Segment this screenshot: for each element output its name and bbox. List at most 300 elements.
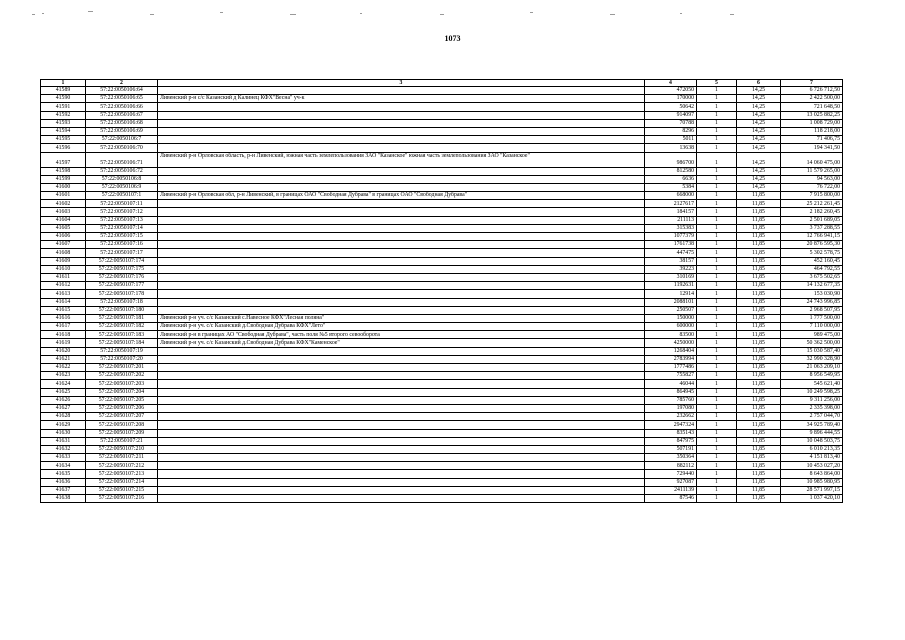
location-description-cell [158, 257, 645, 265]
cadastral-value-cell: 1 008 729,00 [781, 119, 843, 127]
quantity-cell: 1 [697, 95, 737, 103]
location-description-cell [158, 372, 645, 380]
rate-cell: 14,25 [737, 119, 781, 127]
cadastral-value-cell: 14 132 677,35 [781, 282, 843, 290]
quantity-cell: 1 [697, 152, 737, 167]
rate-cell: 11,85 [737, 347, 781, 355]
table-row [41, 486, 843, 494]
row-number-cell: 41590 [41, 95, 86, 103]
area-cell: 847975 [645, 437, 697, 445]
row-number-cell: 41631 [41, 437, 86, 445]
rate-cell: 11,85 [737, 339, 781, 347]
table-row [41, 445, 843, 453]
cadastral-value-cell: 20 876 595,30 [781, 241, 843, 249]
row-number-cell: 41602 [41, 200, 86, 208]
row-number-cell: 41612 [41, 282, 86, 290]
cadastral-number-cell: 57:22:0050107:1 [86, 192, 158, 200]
rate-cell: 11,85 [737, 249, 781, 257]
quantity-cell: 1 [697, 380, 737, 388]
row-number-cell: 41626 [41, 396, 86, 404]
table-row [41, 208, 843, 216]
rate-cell: 11,85 [737, 437, 781, 445]
area-cell: 864945 [645, 388, 697, 396]
cadastral-number-cell: 57:22:0050107:11 [86, 200, 158, 208]
area-cell: 2411139 [645, 486, 697, 494]
quantity-cell: 1 [697, 478, 737, 486]
cadastral-value-cell: 21 063 209,10 [781, 364, 843, 372]
quantity-cell: 1 [697, 175, 737, 183]
area-cell: 600000 [645, 323, 697, 331]
area-cell: 729440 [645, 470, 697, 478]
row-number-cell: 41592 [41, 111, 86, 119]
cadastral-value-cell: 1 037 420,10 [781, 495, 843, 503]
area-cell: 1761738 [645, 241, 697, 249]
location-description-cell [158, 413, 645, 421]
table-row [41, 87, 843, 95]
rate-cell: 11,85 [737, 372, 781, 380]
rate-cell: 11,85 [737, 306, 781, 314]
cadastral-number-cell: 57:22:0050107:202 [86, 372, 158, 380]
quantity-cell: 1 [697, 257, 737, 265]
cadastral-number-cell: 57:22:0050106:67 [86, 111, 158, 119]
row-number-cell: 41616 [41, 314, 86, 322]
cadastral-value-cell: 8 643 864,00 [781, 470, 843, 478]
quantity-cell: 1 [697, 241, 737, 249]
table-row [41, 152, 843, 167]
area-cell: 8296 [645, 127, 697, 135]
location-description-cell [158, 216, 645, 224]
rate-cell: 11,85 [737, 241, 781, 249]
area-cell: 38157 [645, 257, 697, 265]
row-number-cell: 41591 [41, 103, 86, 111]
location-description-cell: Ливенский р-н Орловская обл, р-н Ливенский, в границах ОАО "Свободная Дубрава" в границах ОАО "Свободная Дубрава" [158, 192, 645, 200]
row-number-cell: 41599 [41, 175, 86, 183]
rate-cell: 11,85 [737, 486, 781, 494]
location-description-cell: Ливенский р-н с/с Казанский д Калинец КФХ"Весна" уч-к [158, 95, 645, 103]
table-row [41, 372, 843, 380]
row-number-cell: 41601 [41, 192, 86, 200]
rate-cell: 14,25 [737, 136, 781, 144]
quantity-cell: 1 [697, 355, 737, 363]
area-cell: 2783994 [645, 355, 697, 363]
area-cell: 1077379 [645, 233, 697, 241]
location-description-cell [158, 388, 645, 396]
quantity-cell: 1 [697, 136, 737, 144]
row-number-cell: 41615 [41, 306, 86, 314]
cadastral-value-cell: 989 475,00 [781, 331, 843, 339]
cadastral-value-cell: 12 766 941,15 [781, 233, 843, 241]
row-number-cell: 41624 [41, 380, 86, 388]
cadastral-number-cell: 57:22:0050107:14 [86, 224, 158, 232]
cadastral-number-cell: 57:22:0050107:201 [86, 364, 158, 372]
rate-cell: 11,85 [737, 265, 781, 273]
cadastral-value-cell: 8 956 549,95 [781, 372, 843, 380]
rate-cell: 11,85 [737, 331, 781, 339]
rate-cell: 11,85 [737, 462, 781, 470]
area-cell: 2127617 [645, 200, 697, 208]
table-row [41, 388, 843, 396]
table-row [41, 421, 843, 429]
table-row [41, 470, 843, 478]
cadastral-number-cell: 57:22:0050107:213 [86, 470, 158, 478]
area-cell: 46044 [645, 380, 697, 388]
quantity-cell: 1 [697, 454, 737, 462]
header-cell: 7 [781, 80, 843, 87]
rate-cell: 11,85 [737, 478, 781, 486]
cadastral-number-cell: 57:22:0050107:211 [86, 454, 158, 462]
scan-noise-marks [30, 8, 750, 18]
row-number-cell: 41638 [41, 495, 86, 503]
table-row [41, 111, 843, 119]
rate-cell: 11,85 [737, 396, 781, 404]
area-cell: 39223 [645, 265, 697, 273]
quantity-cell: 1 [697, 421, 737, 429]
row-number-cell: 41633 [41, 454, 86, 462]
quantity-cell: 1 [697, 323, 737, 331]
cadastral-number-cell: 57:22:0050107:204 [86, 388, 158, 396]
location-description-cell [158, 306, 645, 314]
row-number-cell: 41623 [41, 372, 86, 380]
cadastral-value-cell: 721 648,50 [781, 103, 843, 111]
cadastral-value-cell: 6 726 712,50 [781, 87, 843, 95]
area-cell: 1777486 [645, 364, 697, 372]
cadastral-value-cell: 3 737 288,55 [781, 224, 843, 232]
rate-cell: 14,25 [737, 103, 781, 111]
cadastral-number-cell: 57:22:0050107:176 [86, 273, 158, 281]
location-description-cell [158, 486, 645, 494]
quantity-cell: 1 [697, 192, 737, 200]
cadastral-number-cell: 57:22:0050106:7 [86, 136, 158, 144]
area-cell: 83500 [645, 331, 697, 339]
quantity-cell: 1 [697, 388, 737, 396]
table-body [41, 87, 843, 503]
cadastral-number-cell: 57:22:0050106:72 [86, 167, 158, 175]
row-number-cell: 41637 [41, 486, 86, 494]
cadastral-value-cell: 34 925 789,40 [781, 421, 843, 429]
cadastral-value-cell: 76 722,00 [781, 183, 843, 191]
rate-cell: 14,25 [737, 144, 781, 152]
table-row [41, 95, 843, 103]
location-description-cell [158, 136, 645, 144]
table-row [41, 241, 843, 249]
cadastral-number-cell: 57:22:0050106:8 [86, 175, 158, 183]
location-description-cell [158, 429, 645, 437]
rate-cell: 11,85 [737, 470, 781, 478]
area-cell: 472050 [645, 87, 697, 95]
cadastral-number-cell: 57:22:0050107:178 [86, 290, 158, 298]
location-description-cell [158, 241, 645, 249]
cadastral-number-cell: 57:22:0050107:215 [86, 486, 158, 494]
area-cell: 211113 [645, 216, 697, 224]
rate-cell: 11,85 [737, 224, 781, 232]
table-row [41, 413, 843, 421]
cadastral-number-cell: 57:22:0050107:175 [86, 265, 158, 273]
area-cell: 4250000 [645, 339, 697, 347]
rate-cell: 11,85 [737, 421, 781, 429]
cadastral-number-cell: 57:22:0050107:203 [86, 380, 158, 388]
quantity-cell: 1 [697, 298, 737, 306]
table-row [41, 216, 843, 224]
table-row [41, 478, 843, 486]
quantity-cell: 1 [697, 437, 737, 445]
table-row [41, 290, 843, 298]
location-description-cell [158, 380, 645, 388]
area-cell: 12914 [645, 290, 697, 298]
rate-cell: 11,85 [737, 429, 781, 437]
quantity-cell: 1 [697, 331, 737, 339]
cadastral-number-cell: 57:22:0050107:16 [86, 241, 158, 249]
cadastral-number-cell: 57:22:0050107:212 [86, 462, 158, 470]
area-cell: 5011 [645, 136, 697, 144]
rate-cell: 11,85 [737, 413, 781, 421]
cadastral-number-cell: 57:22:0050107:181 [86, 314, 158, 322]
area-cell: 232662 [645, 413, 697, 421]
rate-cell: 11,85 [737, 380, 781, 388]
area-cell: 350364 [645, 454, 697, 462]
cadastral-number-cell: 57:22:0050107:216 [86, 495, 158, 503]
table-row [41, 380, 843, 388]
quantity-cell: 1 [697, 413, 737, 421]
rate-cell: 11,85 [737, 298, 781, 306]
row-number-cell: 41630 [41, 429, 86, 437]
cadastral-number-cell: 57:22:0050106:65 [86, 95, 158, 103]
quantity-cell: 1 [697, 200, 737, 208]
quantity-cell: 1 [697, 445, 737, 453]
cadastral-number-cell: 57:22:0050107:183 [86, 331, 158, 339]
row-number-cell: 41604 [41, 216, 86, 224]
cadastral-number-cell: 57:22:0050107:182 [86, 323, 158, 331]
header-cell: 1 [41, 80, 86, 87]
cadastral-value-cell: 4 151 813,40 [781, 454, 843, 462]
area-cell: 197080 [645, 404, 697, 412]
location-description-cell: Ливенский р-н уч. с/с Казанский д.Свободная Дубрава КФХ"Каменское" [158, 339, 645, 347]
cadastral-value-cell: 71 406,75 [781, 136, 843, 144]
table-row [41, 233, 843, 241]
quantity-cell: 1 [697, 127, 737, 135]
cadastral-number-cell: 57:22:0050107:210 [86, 445, 158, 453]
area-cell: 310169 [645, 273, 697, 281]
location-description-cell [158, 111, 645, 119]
location-description-cell [158, 265, 645, 273]
quantity-cell: 1 [697, 144, 737, 152]
rate-cell: 11,85 [737, 323, 781, 331]
cadastral-value-cell: 3 675 502,65 [781, 273, 843, 281]
quantity-cell: 1 [697, 87, 737, 95]
area-cell: 927087 [645, 478, 697, 486]
row-number-cell: 41603 [41, 208, 86, 216]
area-cell: 986700 [645, 152, 697, 167]
location-description-cell [158, 282, 645, 290]
rate-cell: 11,85 [737, 273, 781, 281]
cadastral-value-cell: 9 896 444,55 [781, 429, 843, 437]
table-row [41, 339, 843, 347]
area-cell: 50642 [645, 103, 697, 111]
cadastral-value-cell: 94 563,00 [781, 175, 843, 183]
land-register-table [40, 79, 843, 503]
area-cell: 150000 [645, 314, 697, 322]
location-description-cell [158, 445, 645, 453]
table-row [41, 282, 843, 290]
cadastral-value-cell: 2 182 260,45 [781, 208, 843, 216]
row-number-cell: 41617 [41, 323, 86, 331]
cadastral-number-cell: 57:22:0050106:9 [86, 183, 158, 191]
table-row [41, 396, 843, 404]
rate-cell: 11,85 [737, 233, 781, 241]
table-row [41, 200, 843, 208]
row-number-cell: 41606 [41, 233, 86, 241]
cadastral-value-cell: 2 501 689,05 [781, 216, 843, 224]
table-row [41, 119, 843, 127]
location-description-cell [158, 437, 645, 445]
cadastral-value-cell: 11 579 265,00 [781, 167, 843, 175]
cadastral-number-cell: 57:22:0050107:214 [86, 478, 158, 486]
table-row [41, 249, 843, 257]
area-cell: 1268404 [645, 347, 697, 355]
quantity-cell: 1 [697, 290, 737, 298]
location-description-cell [158, 421, 645, 429]
cadastral-value-cell: 6 010 213,35 [781, 445, 843, 453]
page-number: 1073 [444, 34, 461, 43]
row-number-cell: 41619 [41, 339, 86, 347]
quantity-cell: 1 [697, 429, 737, 437]
location-description-cell [158, 404, 645, 412]
table-row [41, 323, 843, 331]
cadastral-number-cell: 57:22:0050107:12 [86, 208, 158, 216]
row-number-cell: 41598 [41, 167, 86, 175]
row-number-cell: 41629 [41, 421, 86, 429]
cadastral-value-cell: 464 792,55 [781, 265, 843, 273]
quantity-cell: 1 [697, 396, 737, 404]
area-cell: 70788 [645, 119, 697, 127]
quantity-cell: 1 [697, 249, 737, 257]
cadastral-value-cell: 10 985 980,95 [781, 478, 843, 486]
rate-cell: 14,25 [737, 95, 781, 103]
row-number-cell: 41608 [41, 249, 86, 257]
row-number-cell: 41609 [41, 257, 86, 265]
quantity-cell: 1 [697, 111, 737, 119]
cadastral-number-cell: 57:22:0050107:177 [86, 282, 158, 290]
table-row [41, 127, 843, 135]
location-description-cell: Ливенский р-н Орловская область, р-н Ливенский, южная часть землепользования ЗАО "Казанское" южная часть землепользования ЗАО "Казанское" [158, 152, 645, 167]
row-number-cell: 41627 [41, 404, 86, 412]
location-description-cell [158, 470, 645, 478]
area-cell: 812580 [645, 167, 697, 175]
location-description-cell [158, 364, 645, 372]
table-row [41, 192, 843, 200]
row-number-cell: 41596 [41, 144, 86, 152]
area-cell: 755827 [645, 372, 697, 380]
cadastral-number-cell: 57:22:0050107:18 [86, 298, 158, 306]
cadastral-number-cell: 57:22:0050107:205 [86, 396, 158, 404]
quantity-cell: 1 [697, 216, 737, 224]
table-row [41, 462, 843, 470]
cadastral-value-cell: 25 212 261,45 [781, 200, 843, 208]
row-number-cell: 41610 [41, 265, 86, 273]
cadastral-value-cell: 32 990 328,90 [781, 355, 843, 363]
cadastral-value-cell: 5 302 578,75 [781, 249, 843, 257]
rate-cell: 11,85 [737, 314, 781, 322]
cadastral-value-cell: 7 915 800,00 [781, 192, 843, 200]
table-row [41, 364, 843, 372]
row-number-cell: 41593 [41, 119, 86, 127]
quantity-cell: 1 [697, 372, 737, 380]
row-number-cell: 41597 [41, 152, 86, 167]
location-description-cell [158, 249, 645, 257]
row-number-cell: 41628 [41, 413, 86, 421]
table-row [41, 224, 843, 232]
row-number-cell: 41625 [41, 388, 86, 396]
area-cell: 507191 [645, 445, 697, 453]
row-number-cell: 41595 [41, 136, 86, 144]
location-description-cell: Ливенский р-н уч. с/с Казанский с.Навесное КФХ"Лесная поляна" [158, 314, 645, 322]
cadastral-number-cell: 57:22:0050107:21 [86, 437, 158, 445]
quantity-cell: 1 [697, 167, 737, 175]
row-number-cell: 41634 [41, 462, 86, 470]
cadastral-number-cell: 57:22:0050107:20 [86, 355, 158, 363]
cadastral-number-cell: 57:22:0050106:70 [86, 144, 158, 152]
location-description-cell [158, 183, 645, 191]
quantity-cell: 1 [697, 347, 737, 355]
quantity-cell: 1 [697, 265, 737, 273]
area-cell: 2947324 [645, 421, 697, 429]
area-cell: 447475 [645, 249, 697, 257]
location-description-cell [158, 462, 645, 470]
quantity-cell: 1 [697, 233, 737, 241]
cadastral-number-cell: 57:22:0050107:208 [86, 421, 158, 429]
area-cell: 184157 [645, 208, 697, 216]
area-cell: 6636 [645, 175, 697, 183]
quantity-cell: 1 [697, 495, 737, 503]
quantity-cell: 1 [697, 486, 737, 494]
cadastral-number-cell: 57:22:0050107:15 [86, 233, 158, 241]
area-cell: 914097 [645, 111, 697, 119]
cadastral-value-cell: 118 218,00 [781, 127, 843, 135]
cadastral-value-cell: 9 311 256,00 [781, 396, 843, 404]
location-description-cell [158, 224, 645, 232]
rate-cell: 11,85 [737, 495, 781, 503]
cadastral-value-cell: 2 757 044,70 [781, 413, 843, 421]
location-description-cell: Ливенский р-н в границах АО "Свободная Дубрава", часть поля №5 второго севооборота [158, 331, 645, 339]
rate-cell: 11,85 [737, 388, 781, 396]
quantity-cell: 1 [697, 364, 737, 372]
table-row [41, 257, 843, 265]
table-row [41, 103, 843, 111]
table-row [41, 454, 843, 462]
cadastral-number-cell: 57:22:0050107:206 [86, 404, 158, 412]
table-row [41, 265, 843, 273]
row-number-cell: 41614 [41, 298, 86, 306]
rate-cell: 11,85 [737, 445, 781, 453]
row-number-cell: 41635 [41, 470, 86, 478]
rate-cell: 11,85 [737, 404, 781, 412]
area-cell: 668000 [645, 192, 697, 200]
location-description-cell [158, 478, 645, 486]
table-row [41, 136, 843, 144]
location-description-cell [158, 347, 645, 355]
rate-cell: 11,85 [737, 454, 781, 462]
area-cell: 315383 [645, 224, 697, 232]
cadastral-value-cell: 28 571 997,15 [781, 486, 843, 494]
row-number-cell: 41607 [41, 241, 86, 249]
table-row [41, 144, 843, 152]
table-row [41, 437, 843, 445]
rate-cell: 14,25 [737, 152, 781, 167]
location-description-cell [158, 127, 645, 135]
cadastral-value-cell: 2 968 507,95 [781, 306, 843, 314]
row-number-cell: 41605 [41, 224, 86, 232]
quantity-cell: 1 [697, 282, 737, 290]
table-row [41, 314, 843, 322]
